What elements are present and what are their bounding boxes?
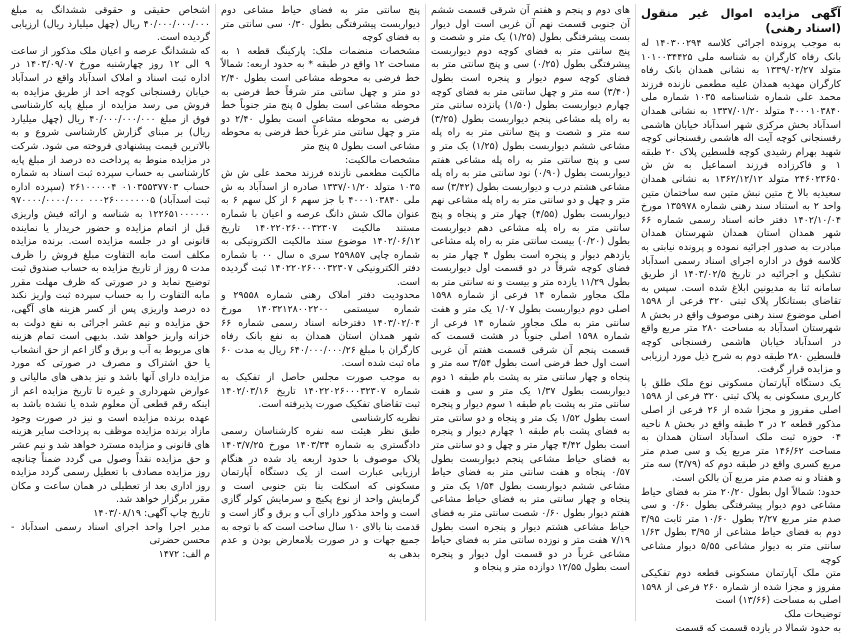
notice-column-1 [636, 4, 846, 634]
notice-column-4 [6, 4, 216, 621]
notice-paragraph: که ششدانگ عرصه و اعیان ملک مذکور از ساعت ۹ الی ۱۲ روز چهارشنبه مورخ ۱۴۰۳/۰۹/۰۷ در اداره ثبت اسناد و املاک اسدآباد واقع در اسدآباد خیابان رفسنجانی کوچه احد از طریق مزایده به فروش می رسد مزایده از مبلغ پایه کارشناسی فوق از مبلغ ۴۰/۰۰۰/۰۰۰/۰۰۰ ریال (چهل میلیارد ریال) بر مبنای گزارش کارشناسی شروع و به بالاترین قیمت پیشنهادی فروخته می شود. شرکت در مزایده منوط به پرداخت ده درصد از مبلغ پایه کارشناسی به حساب سپرده ثبت اسناد به شماره حساب ۰۱۰۳۵۵۳۷۷۰۳ ۲۶۱۰۰۰۰۰۴ (سپرده اداره ثبت اسدآباد) ۰۰۰۲۶۰۰۰۰۰۰۰۵ ۹۷۰۰۰۰/۰۰۰۰/۰۰۰ ۱۲۲۶۵۱۰۰۰۰۰۰ به شناسه و ارائه فیش واریزی قبل از اتمام مزایده و حضور خریدار یا نماینده قانونی او در جلسه مزایده است. برنده مزایده مکلف است مابه التفاوت مبلغ فروش را ظرف مدت ۵ روز از تاریخ مزایده به حساب صندوق ثبت توضیح نماید و در صورتی که ظرف مهلت مقرر مابه التفاوت را به حساب سپرده ثبت واریز نکند ده درصد واریزی پس از کسر هزینه های آگهی، حق مزایده و نیم عشر اجرائی به نفع دولت به خزانه واریز خواهد شد. بدیهی است تمام هزینه های مربوط به آب و برق و گاز اعم از حق انشعاب یا حق اشتراک و مصرف در صورتی که مورد مزایده دارای آنها باشد و نیز بدهی های مالیاتی و عوارض شهرداری و غیره تا تاریخ مزایده اعم از اینکه رقم قطعی آن معلوم شده یا نشده باشد به عهده برنده مزایده است و نیز در صورت وجود مازاد برنده مزایده موظف به پرداخت سایر هزینه های قانونی و مزایده مسترد خواهد شد و نیم عشر و حق مزایده نقداً وصول می گردد ضمناً چنانچه روز مزایده مصادف با تعطیل رسمی گردد مزایده روز اداری بعد از تعطیلی در همان ساعت و مکان مقرر برگزار خواهد شد. [11, 45, 210, 506]
notice-paragraph: مشخصات منضمات ملک: پارکینگ قطعه ۱ به مساحت ۱۲ واقع در طبقه * به حدود اربعه: شمالاً خط فرضی به محوطه مشاعی است بطول ۲/۴۰ دو متر و چهل سانتی متر شرقاً خط فرضی به محوطه مشاعی است بطول ۵ پنج متر جنوباً خط فرضی به محوطه مشاعی است بطول ۲/۴۰ دو متر و چهل سانتی متر غرباً خط فرضی به محوطه مشاعی است بطول ۵ پنج متر [221, 45, 420, 152]
notice-paragraph: متن ملک آپارتمان مسکونی قطعه دوم تفکیکی مفروز و مجزا شده از شماره ۲۶۰ فرعی از ۱۵۹۸ اصلی به مساحت (۱۳/۶۶) است [641, 568, 841, 607]
notice-paragraph: طبق نظر هیئت سه نفره کارشناسان رسمی دادگستری به شماره ۱۴۰۳/۳۴ مورخ ۱۴۰۳/۷/۲۵ پلاک موصوف با حدود اربعه یاد شده در هنگام ارزیابی عبارت است از یک دستگاه آپارتمان مسکونی که اسکلت بنا بتن جنوبی است و گرمایش واحد از نوع پکیج و سرمایش کولر گازی است و واحد مذکور دارای آب و برق و گاز است و قدمت بنا بالای ۱۰ سال ساخت است که با توجه به جمیع جهات و در صورت بلامعارض بودن و عدم بدهی به [221, 426, 420, 560]
notice-paragraph: توضیحات ملک [784, 608, 841, 620]
notice-paragraph: محدودیت دفتر املاک رهنی شماره ۲۹۵۵۸ و شماره سیستمی ۱۴۰۳۲۱۲۸۰۰۲۲۰۰ مورخ ۱۴۰۳/۰۲/۰۴ دفترخانه اسناد رسمی شماره ۶۶ شهر همدان استان همدان به نفع بانک رفاه کارگران با مبلغ ۶۴۰/۰۰۰/۰۰۰/۲۶ ریال به مدت ۶۰ ماه ثبت شده است. [221, 290, 420, 370]
notice-paragraph: یک دستگاه آپارتمان مسکونی نوع ملک طلق با کاربری مسکونی به پلاک ثبتی ۳۲۰ فرعی از ۱۵۹۸ اصلی مفروز و مجزا شده از ۲۶ فرعی از اصلی مذکور قطعه ۲ در ۳ طبقه واقع در بخش ۸ ناحیه ۰۴ حوزه ثبت ملک اسدآباد استان همدان به مساحت ۱۴۶/۶۲ متر مربع یک و سی صدم متر مربع کسری واقع در طبقه دوم که (۳/۷۹) سه متر و هفتاد و نه صدم متر مربع آن بالکن است. [641, 377, 841, 484]
notice-paragraph: نظریه کارشناسی [351, 412, 420, 424]
notice-paragraph: مشخصات مالکیت: [344, 154, 420, 166]
notice-paragraph: پنج سانتی متر به فضای حیاط مشاعی دوم دیواربست پیشرفتگی بطول ۰/۳۰ سی سانتی متر به فضای کوچه [221, 5, 420, 44]
notice-paragraph: به موجب صورت مجلس حاصل از تفکیک به شماره ۱۴۰۲۲۰۲۶۰۰۰۳۲۳۰۷ تاریخ ۱۴۰۲/۰۳/۱۶ ثبت تقاضای تفکیک صورت پذیرفته است. [221, 372, 420, 411]
notice-paragraph: به حدود شمالا در یازده قسمت که قسمت [675, 622, 841, 634]
notice-paragraph: اشخاص حقیقی و حقوقی ششدانگ به مبلغ ۴۰/۰۰۰/۰۰۰/۰۰۰ ریال (چهل میلیارد ریال) ارزیابی گردیده است. [11, 5, 210, 44]
notice-column-2 [426, 4, 636, 621]
notice-paragraph: های دوم و پنجم و هفتم آن شرقی قسمت ششم آن جنوبی قسمت نهم آن غربی است اول دیوار بست پیشرفتگی بطول (۱/۲۵) یک متر و شصت و پنج سانتی متر به فضای کوچه دوم دیواربست پیشرفتگی بطول (۰/۲۵) سی و پنج سانتی متر به فضای کوچه سوم دیوار و پنجره است بطول (۳/۴۰) سه متر و چهل سانتی متر به فضای کوچه چهارم دیواربست بطول (۱/۵۰) پانزده سانتی متر به راه پله مشاعی پنجم دیواربست بطول (۳/۲۵) سه متر و شصت و پنج سانتی متر به راه پله مشاعی ششم دیواربست بطول (۱/۲۵) یک متر و سی و پنج سانتی متر به راه پله مشاعی هفتم دیواربست بطول (۰/۹۰) نود سانتی متر به راه پله مشاعی هشتم درب و دیواربست بطول (۳/۴۲) سه متر و چهل و دو سانتی متر به راه پله مشاعی نهم دیواربست بطول (۴/۵۵) چهار متر و پنجاه و پنج سانتی متر به راه پله مشاعی دهم دیواربست بطول (۰/۲۰) بیست سانتی متر به راه پله مشاعی یازدهم دیوار و پنجره است بطول ۴ چهار متر به فضای کوچه شرقاً در دو قسمت اول دیواربست بطول ۱۱/۲۹ یازده متر و بیست و نه سانتی متر به ملک مجاور شماره ۱۴ فرعی از شماره ۱۵۹۸ اصلی دوم دیواربست بطول ۱/۰۷ یک متر و هفت سانتی متر به ملک مجاور شماره ۱۴ فرعی از شماره ۱۵۹۸ اصلی جنوباً در هشت قسمت که قسمت پنجم آن شرقی قسمت هفتم آن غربی است اول خط فرضی است بطول ۳/۵۴ سه متر و پنجاه و چهار سانتی متر به پشت بام طبقه ۱ دوم دیواربست بطول ۱/۳۷ یک متر و سی و هفت سانتی متر به پشت بام طبقه ۱ سوم دیوار و پنجره است بطول ۱/۵۲ یک متر و پنجاه و دو سانتی متر به فضای پشت بام طبقه ۱ چهارم دیوار و پنجره است بطول ۴/۴۲ چهار متر و چهل و دو سانتی متر به فضای حیاط مشاعی پنجم دیواربست بطول ۰/۵۷ پنجاه و هفت سانتی متر به فضای حیاط مشاعی ششم دیواربست بطول ۱/۵۴ یک متر و پنجاه و چهار سانتی متر به فضای حیاط مشاعی هفتم دیوار بطول ۰/۶۰ شصت سانتی متر به فضای حیاط مشاعی هشتم دیوار و پنجره است بطول ۷/۱۹ هفت متر و نوزده سانتی متر به فضای حیاط مشاعی غرباً در دو قسمت اول دیوار و پنجره است بطول ۱۲/۵۵ دوازده متر و پنجاه و [431, 5, 631, 574]
notice-column-3 [216, 4, 426, 621]
notice-paragraph: مالکیت مطعمی نازنده فرزند محمد علی ش ش ۱۰۳۵ متولد ۱۳۳۷/۰۱/۲۰ صادره از اسدآباد به ش ملی ۴۰۰۰۱۰۳۸۴۰ با جز سهم ۶ از کل سهم ۶ به عنوان مالک شش دانگ عرصه و اعیان با شماره مستند مالکیت ۱۴۰۲۲۰۲۶۰۰۰۳۲۳۰۷ تاریخ ۱۴۰۲/۰۶/۱۲ موضوع سند مالکیت الکترونیکی به شماره چاپی ۲۵۹۸۵۷ سری ه سال ۰۰ با شماره دفتر الکترونیکی ۱۴۰۲۲۰۲۶۰۰۰۳۲۳۰۷ ثبت گردیده است. [221, 168, 420, 288]
notice-paragraph: به موجب پرونده اجرائی کلاسه ۱۴۰۳۰۰۲۹۴ له بانک رفاه کارگران به شناسه ملی ۱۰۱۰۰۳۴۴۲۵ متولد ۱۳۳۹/۰۲/۲۷ به نشانی همدان بانک رفاه کارگران مهدیه همدان علیه مطعمی نازنده فرزند محمد علی شماره شناسنامه ۱۰۳۵ شماره ملی ۴۰۰۰۱۰۳۸۴۰ متولد ۱۳۳۷/۰۱/۲۰ به نشانی همدان اسدآباد بخش مرکزی شهر اسدآباد خیابان هاشمی رفسنجانی کوچه آیت اله هاشمی رفسنجانی کوچه شهید بهرام رشیدی کوچه فلسطین پلاک ۲۰ طبقه ۱ و فاکرزاده فرزند اسماعیل به ش ش ۲۴۶۰۲۳۶۵۰ متولد ۱۳۶۲/۱۲/۱۲ به نشانی همدان سعیدیه بالا خ متین نبش متین سه ساختمان متین واحد ۲ به استناد سند رهنی شماره ۱۳۵۹۷۸ مورخ ۱۴۰۲/۱۰/۰۴ دفتر خانه اسناد رسمی شماره ۶۶ شهر همدان استان همدان شهرستان همدان مبادرت به صدور اجرائیه نموده و پرونده نیابتی به کلاسه فوق در اداره اجرای اسناد رسمی اسدآباد تشکیل و اجرائیه در تاریخ ۱۴۰۳/۰۲/۵ از طریق سامانه ثنا به مدیونین ابلاغ شده است. سپس به تقاضای بستانکار پلاک ثبتی ۳۲۰ فرعی از ۱۵۹۸ اصلی موضوع سند رهنی موصوف واقع در بخش ۸ شهرستان اسدآباد به مساحت ۲۸۰ متر مربع واقع در اسدآباد خیابان هاشمی رفسنجانی کوچه فلسطین ۲۸۰ طبقه دوم به شرح ذیل مورد ارزیابی و مزایده قرار گرفت. [641, 38, 842, 376]
notice-paragraph: حدود: شمالاً اول بطول ۲۰/۲۰ متر به فضای حیاط مشاعی دوم دیوار پیشرفتگی بطول ۰/۶۰ و سی صدم متر مربع ۲/۲۷ بطول ۱۰/۶۰ متر ثابت ۳/۹۵ دوم به فضای حیاط مشاعی از ۳/۹۵ بطول ۱/۶۳ سانتی متر به دیوار مشاعی ۵/۵۵ دیوار مشاعی کوچه [641, 486, 841, 566]
notice-title: آگهی مزایده اموال غیر منقول (اسناد رهنی) [641, 6, 841, 35]
print-date: تاریخ چاپ آگهی: ۱۴۰۳/۰۸/۱۹ [93, 507, 210, 519]
reference-number: م الف: ۱۴۷۲ [158, 548, 210, 560]
signatory: مدیر اجرا واحد اجرای اسناد رسمی اسدآباد - محسن حضرتی [11, 521, 210, 547]
